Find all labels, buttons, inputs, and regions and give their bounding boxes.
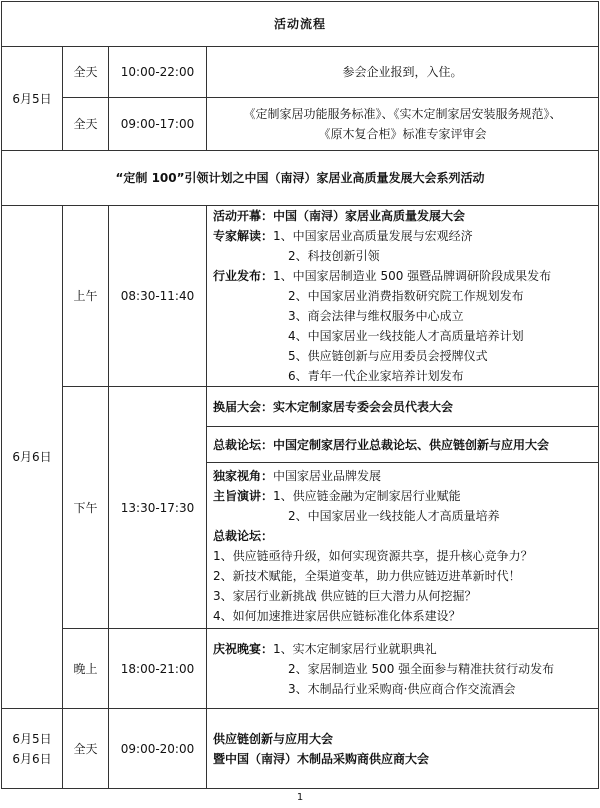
keynote-line bbox=[213, 486, 598, 506]
list-item: 2、家居制造业 500 强全面参与精准扶贫行动发布 bbox=[288, 661, 555, 676]
date-cell bbox=[2, 709, 63, 789]
session-text: 实木定制家居专委会会员代表大会 bbox=[273, 399, 454, 414]
table-row bbox=[2, 206, 599, 387]
time-cell: 18:00-21:00 bbox=[109, 629, 207, 709]
list-item: 2、中国家居业消费指数研究院工作规划发布 bbox=[288, 289, 524, 303]
list-item: 5、供应链创新与应用委员会授牌仪式 bbox=[288, 349, 488, 363]
date-cell: 6月5日 bbox=[2, 47, 63, 151]
conference-line: 供应链创新与应用大会 bbox=[213, 731, 334, 746]
date-cell: 6月6日 bbox=[2, 206, 63, 709]
session-line bbox=[213, 435, 598, 455]
list-item: 1、供应链亟待升级，如何实现资源共享，提升核心竞争力？ bbox=[213, 548, 533, 563]
schedule-table bbox=[1, 1, 599, 789]
list-item: 4、如何加速推进家居供应链标准化体系建设？ bbox=[213, 608, 461, 623]
table-row bbox=[2, 98, 599, 151]
conference-line: 暨中国（南浔）木制品采购商供应商大会 bbox=[213, 751, 430, 766]
list-item: 3、家居行业新挑战 供应链的巨大潜力从何挖掘？ bbox=[213, 588, 477, 603]
event-series-banner: “定制 100”引领计划之中国（南浔）家居业高质量发展大会系列活动 bbox=[2, 151, 599, 206]
description-cell bbox=[207, 387, 599, 427]
banner-row bbox=[2, 151, 599, 206]
list-item: 1、实木定制家居行业就职典礼 bbox=[273, 641, 437, 656]
description-cell bbox=[207, 206, 599, 387]
table-row bbox=[2, 629, 599, 709]
opening-text: 中国（南浔）家居业高质量发展大会 bbox=[273, 209, 466, 223]
period-cell: 全天 bbox=[63, 709, 109, 789]
session-text: 中国定制家居行业总裁论坛、供应链创新与应用大会 bbox=[273, 437, 550, 452]
description-cell bbox=[207, 709, 599, 789]
list-item: 2、新技术赋能，全渠道变革，助力供应链迈进革新时代！ bbox=[213, 568, 521, 583]
list-item: 6、青年一代企业家培养计划发布 bbox=[288, 369, 464, 383]
description-line: 《定制家居功能服务标准》、《实木定制家居安装服务规范》、 bbox=[243, 107, 562, 121]
session-line bbox=[213, 397, 598, 417]
keynote-label: 主旨演讲： bbox=[213, 488, 274, 503]
period-cell: 下午 bbox=[63, 387, 109, 629]
time-cell: 10:00-22:00 bbox=[109, 47, 207, 98]
date-line: 6月5日 bbox=[12, 731, 52, 746]
date-line: 6月6日 bbox=[12, 751, 52, 766]
description-cell: 参会企业报到，入住。 bbox=[207, 47, 599, 98]
exclusive-label: 独家视角： bbox=[213, 468, 274, 483]
expert-line bbox=[213, 226, 598, 246]
industry-line bbox=[213, 266, 598, 286]
table-row bbox=[2, 387, 599, 427]
exclusive-line bbox=[213, 466, 598, 486]
description-cell bbox=[207, 98, 599, 151]
table-row bbox=[2, 47, 599, 98]
description-cell bbox=[207, 629, 599, 709]
period-cell: 晚上 bbox=[63, 629, 109, 709]
time-cell: 09:00-20:00 bbox=[109, 709, 207, 789]
banquet-line bbox=[213, 639, 598, 659]
banquet-label: 庆祝晚宴： bbox=[213, 641, 274, 656]
forum-label: 总裁论坛： bbox=[213, 528, 274, 543]
title-row bbox=[2, 2, 599, 47]
opening-label: 活动开幕： bbox=[213, 209, 274, 223]
time-cell: 09:00-17:00 bbox=[109, 98, 207, 151]
table-row bbox=[2, 709, 599, 789]
list-item: 3、商会法律与维权服务中心成立 bbox=[288, 309, 464, 323]
list-item: 2、科技创新引领 bbox=[288, 249, 380, 263]
description-cell bbox=[207, 427, 599, 463]
list-item: 4、中国家居业一线技能人才高质量培养计划 bbox=[288, 329, 524, 343]
period-cell: 全天 bbox=[63, 47, 109, 98]
period-cell: 全天 bbox=[63, 98, 109, 151]
session-label: 总裁论坛： bbox=[213, 437, 274, 452]
list-item: 1、中国家居制造业 500 强暨品牌调研阶段成果发布 bbox=[273, 269, 552, 283]
description-line: 《原木复合柜》标准专家评审会 bbox=[318, 127, 487, 141]
opening-line bbox=[213, 206, 598, 226]
period-cell: 上午 bbox=[63, 206, 109, 387]
time-cell: 08:30-11:40 bbox=[109, 206, 207, 387]
page-title: 活动流程 bbox=[2, 2, 599, 47]
list-item: 1、中国家居业高质量发展与宏观经济 bbox=[273, 229, 473, 243]
session-label: 换届大会： bbox=[213, 399, 274, 414]
list-item: 3、木制品行业采购商·供应商合作交流酒会 bbox=[288, 681, 516, 696]
description-cell bbox=[207, 463, 599, 629]
time-cell: 13:30-17:30 bbox=[109, 387, 207, 629]
exclusive-text: 中国家居业品牌发展 bbox=[273, 468, 382, 483]
list-item: 1、供应链金融为定制家居行业赋能 bbox=[273, 488, 461, 503]
page-number: 1 bbox=[296, 792, 304, 803]
expert-label: 专家解读： bbox=[213, 229, 274, 243]
list-item: 2、中国家居业一线技能人才高质量培养 bbox=[288, 508, 500, 523]
industry-label: 行业发布： bbox=[213, 269, 274, 283]
